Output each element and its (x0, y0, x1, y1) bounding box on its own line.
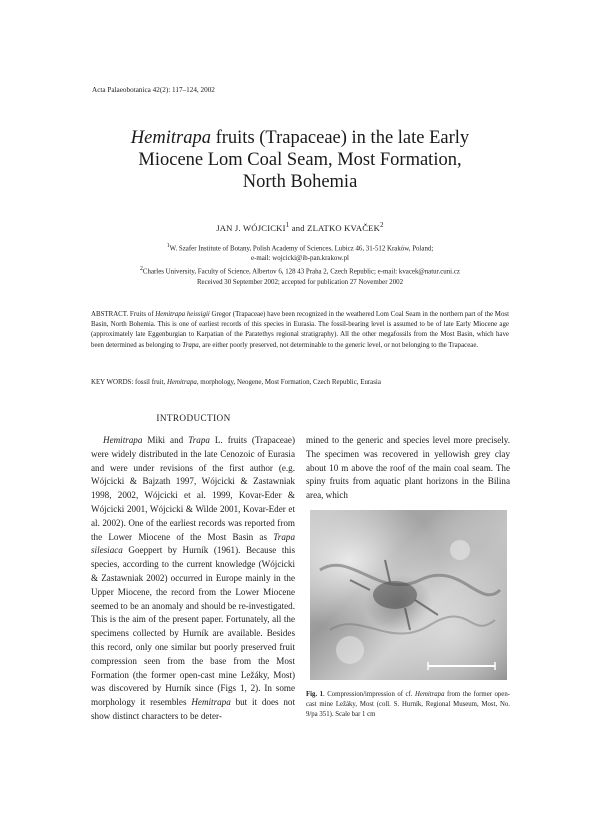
author-2-affil: 2 (380, 221, 384, 229)
section-heading-introduction: INTRODUCTION (156, 413, 231, 423)
author-list (60, 221, 540, 233)
affiliations (60, 241, 540, 278)
abstract-species: Hemitrapa heissigii (155, 311, 210, 318)
affil-2: Charles University, Faculty of Science, Albertov 6, 128 43 Praha 2, Czech Republic; e-mail: kvacek@natur.cuni.cz (142, 268, 460, 276)
abstract-genus: Trapa (182, 341, 199, 349)
author-1: JAN J. WÓJCICKI (216, 222, 286, 233)
caption-genus: Hemitrapa (415, 691, 445, 698)
title-line1: fruits (Trapaceae) in the late Early (210, 128, 470, 148)
intro-text-4: but it does not show distinct characters to be deter- (91, 697, 295, 721)
intro-right-column: mined to the generic and species level more precisely. The specimen was recovered in yellowish grey clay about 10 m above the roof of the main coal seam. The spiny fruits from aquatic plant horizons in the Bilina area, which (306, 435, 510, 501)
abstract-text-3: , are either poorly preserved, not determinable to the generic level, or not belonging to the Trapaceae. (198, 341, 479, 349)
title-line3: North Bohemia (242, 172, 358, 192)
figure-label: Fig. 1 (306, 691, 324, 698)
intro-species: Trapa silesiaca (91, 531, 295, 556)
abstract-label: ABSTRACT. (91, 311, 129, 318)
received-dates: Received 30 September 2002; accepted for publication 27 November 2002 (196, 279, 404, 286)
journal-citation: Acta Palaeobotanica 42(2): 117–124, 2002 (92, 86, 215, 94)
author-1-affil: 1 (285, 221, 290, 229)
intro-text-3: Goeppert by Hurník (1961). Because this species, according to the current knowledge (Wójcicki & Zastawniak 2002) occurred in Europe mainly in the Upper Miocene, the record from the Lower Miocene seemed to be an anomaly and should be re-investigated. This is the aim of the present paper. Fortunately, all the specimens collected by Hurník are available. Besides this record, only one similar but poorly preserved fruit compression seen from the base from the Most Formation (the former open-cast mine Ležáky, Most) was discovered by Hurník since (Figs 1, 2). In some morphology it resembles (91, 545, 295, 708)
caption-text-2: from the former open-cast mine Ležáky, Most (coll. S. Hurník, Regional Museum, Most, No. 9/pa 351). Scale bar 1 cm (306, 691, 510, 718)
title-genus: Hemitrapa (130, 128, 211, 148)
intro-text-2: L. fruits (Trapaceae) were widely distributed in the late Cenozoic of Eurasia and were under revisions of the first author (e.g. Wójcicki & Bajzath 1997, Wójcicki & Zastawniak 1998, 2002, Wójcicki et al. 1999, Kovar-Eder & Wójcicki 2001, Wójcicki & Wilde 2001, Kovar-Eder et al. 2002). One of the earliest records was reported from the Lower Miocene of the Most Basin as (91, 435, 295, 542)
author-2: ZLATKO KVAČEK (307, 222, 381, 233)
fossil-photo-texture (310, 510, 507, 680)
keywords-genus: Hemitrapa (167, 379, 197, 386)
intro-genus-2: Trapa (188, 435, 210, 445)
intro-genus-1: Hemitrapa (103, 435, 143, 445)
intro-left-column (91, 434, 295, 724)
affil-1-marker: 1 (166, 243, 170, 249)
author-and: and (289, 222, 308, 233)
abstract-text-1: Fruits of (128, 311, 156, 318)
figure-caption (306, 690, 510, 720)
abstract-text-2: Gregor (Trapaceae) have been recognized in the weathered Lom Coal Seam in the northern part of the Most Basin, North Bohemia. This is one of earliest records of this species in Eurasia. The fossil-bearing level is assumed to be of late Early Miocene age (approximately late Eggenburgian to Karpatian of the Paratethys regional stratigraphy). All the other megafossils from the Most Basin, which have been determined as belonging to (91, 311, 509, 349)
title-line2: Miocene Lom Coal Seam, Most Formation, (138, 150, 462, 170)
affil-2-marker: 2 (140, 266, 143, 273)
fossil-photograph (310, 510, 507, 680)
abstract (91, 310, 509, 351)
keywords-text-2: , morphology, Neogene, Most Formation, Czech Republic, Eurasia (196, 379, 381, 386)
intro-text-1: Miki and (142, 435, 189, 445)
intro-genus-3: Hemitrapa (191, 697, 231, 708)
affil-1: W. Szafer Institute of Botany, Polish Academy of Sciences, Lubicz 46, 31-512 Kraków, Poland; (169, 245, 434, 253)
keywords-text-1: fossil fruit, (133, 379, 167, 386)
keywords (91, 378, 509, 388)
scale-bar (428, 662, 495, 670)
keywords-label: KEY WORDS: (91, 379, 134, 386)
paper-title (60, 127, 540, 193)
caption-text-1: . Compression/impression of cf. (323, 691, 416, 698)
affil-1-email: e-mail: wojcicki@ib-pan.krakow.pl (251, 255, 349, 263)
